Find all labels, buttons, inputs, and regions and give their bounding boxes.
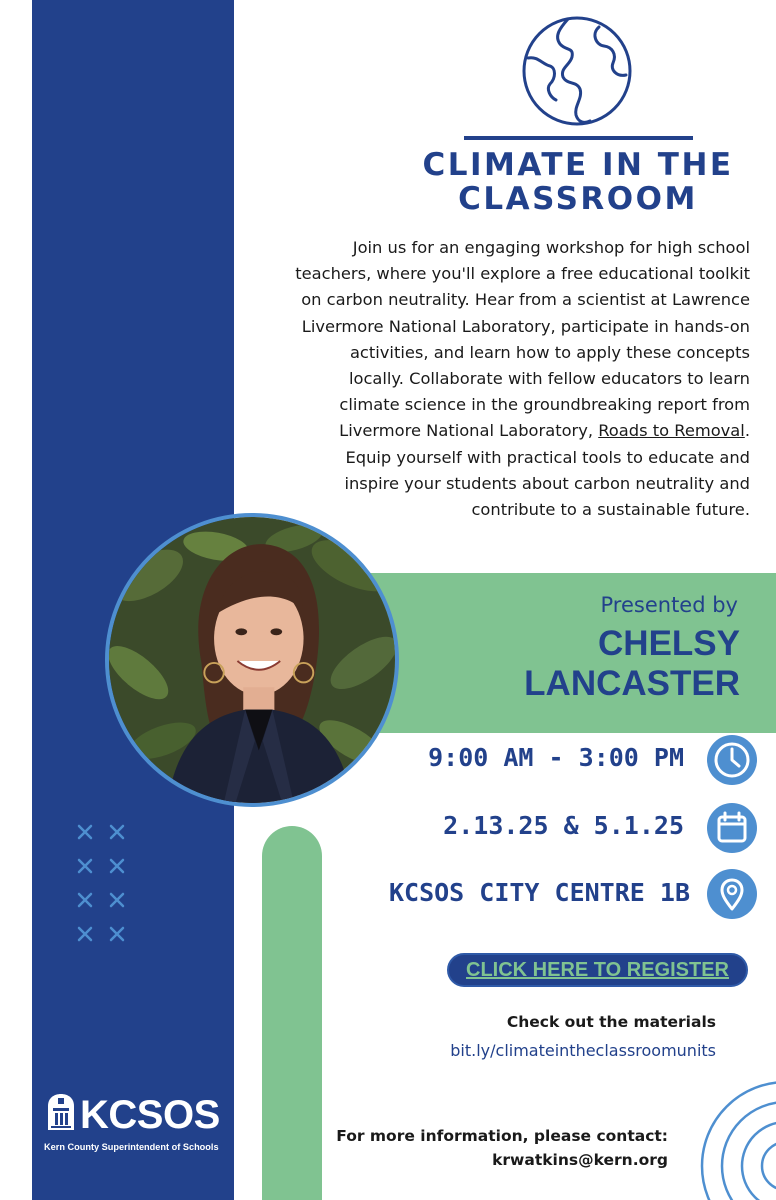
decorative-x-pattern (70, 818, 140, 948)
map-pin-icon (707, 869, 757, 919)
event-description (290, 235, 750, 523)
presenter-last-name: LANCASTER (524, 664, 740, 703)
kcsos-logo-building-icon (46, 1092, 76, 1132)
event-location: KCSOS CITY CENTRE 1B (388, 878, 690, 907)
decorative-green-pill (262, 826, 322, 1200)
roads-to-removal-link[interactable]: Roads to Removal (598, 421, 745, 441)
kcsos-logo-text: KCSOS (80, 1093, 220, 1137)
presented-by-label: Presented by (600, 593, 738, 617)
register-button-label: CLICK HERE TO REGISTER (466, 959, 729, 981)
decorative-concentric-rings (666, 1042, 776, 1200)
globe-icon (520, 14, 634, 128)
contact-heading: For more information, please contact: (336, 1127, 668, 1145)
calendar-icon (707, 803, 757, 853)
description-text-end: . Equip yourself with practical tools to educate and inspire your students about carbon neutrality and contribute to a sustainable future. (344, 421, 750, 520)
page-title: CLIMATE IN THE CLASSROOM (422, 147, 734, 217)
presenter-photo (105, 513, 399, 807)
kcsos-logo-tagline: Kern County Superintendent of Schools (44, 1142, 219, 1152)
register-button[interactable] (447, 953, 748, 987)
event-time: 9:00 AM - 3:00 PM (428, 743, 684, 772)
description-text: Join us for an engaging workshop for high school teachers, where you'll explore a free educational toolkit on carbon neutrality. Hear from a scientist at Lawrence Livermore National Laboratory, participate in hands-on activities, and learn how to apply these concepts locally. Collaborate with fellow educators to learn climate science in the groundbreaking report from Livermore National Laboratory, (295, 238, 750, 441)
clock-icon (707, 735, 757, 785)
event-dates: 2.13.25 & 5.1.25 (443, 811, 684, 840)
materials-heading: Check out the materials (506, 1013, 716, 1031)
materials-link[interactable]: bit.ly/climateintheclassroomunits (450, 1041, 716, 1060)
presenter-name (470, 624, 740, 704)
contact-email[interactable]: krwatkins@kern.org (492, 1151, 668, 1169)
title-rule (464, 136, 693, 140)
presenter-first-name: CHELSY (598, 624, 740, 663)
